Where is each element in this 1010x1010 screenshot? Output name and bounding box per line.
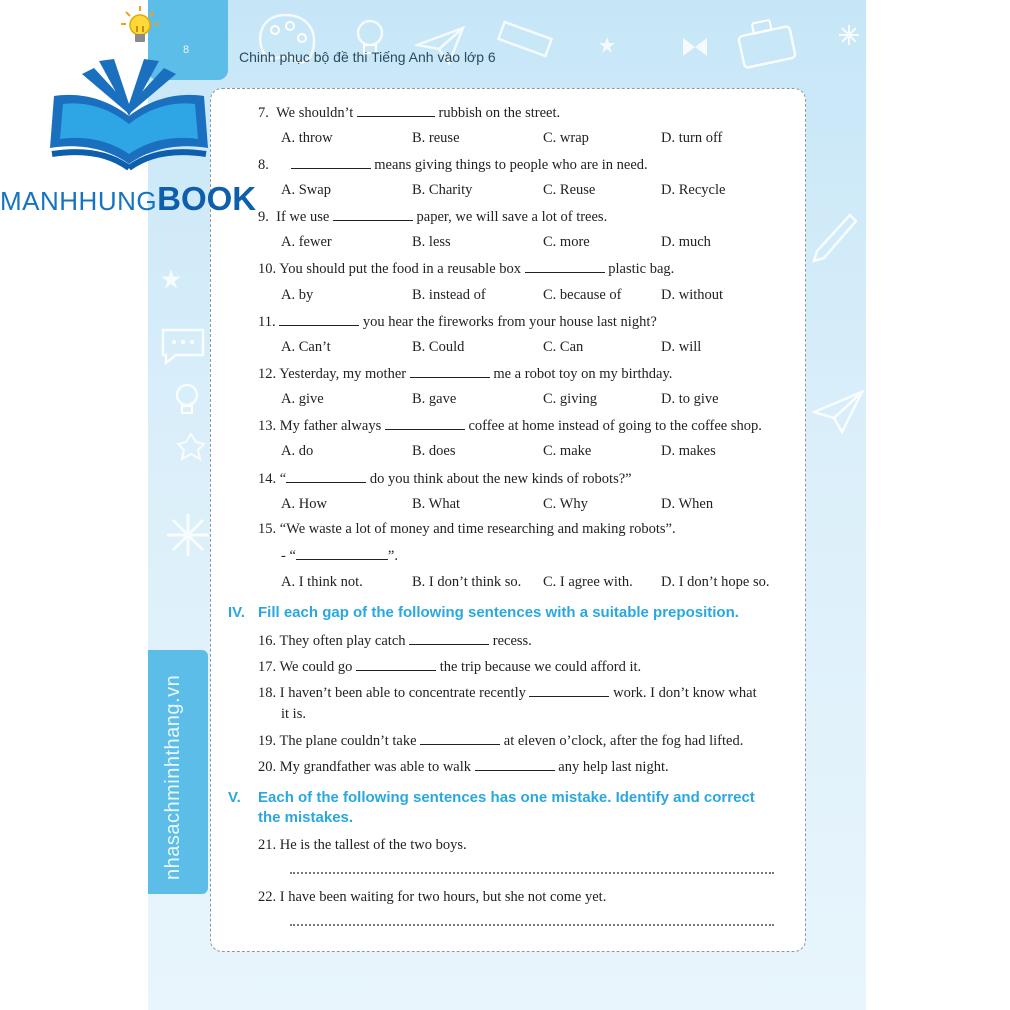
lightbulb-side-icon [170,380,204,422]
question-20: 20. My grandfather was able to walk any help last night. [258,759,669,775]
pencil-icon [810,210,860,265]
question-15-reply: - “ ”. [281,548,398,564]
answer-blank [410,364,490,378]
question-19: 19. The plane couldn’t take at eleven o’clock, after the fog had lifted. [258,733,744,749]
book-header-title: Chinh phục bộ đề thi Tiếng Anh vào lớp 6 [239,49,496,65]
answer-blank [409,631,489,645]
snowflake-side-icon [165,512,211,558]
question-18: 18. I haven’t been able to concentrate recently work. I don’t know what [258,685,757,701]
answer-blank [356,657,436,671]
question-15: 15. “We waste a lot of money and time researching and making robots”. [258,521,676,537]
lightbulb-icon [118,4,162,48]
question-10: 10. You should put the food in a reusable box plastic bag. [258,261,675,277]
question-21: 21. He is the tallest of the two boys. [258,837,467,853]
question-7: 7. We shouldn’t rubbish on the street. [258,105,561,121]
paper-plane-icon-right [812,388,864,434]
ruler-icon [495,20,555,60]
leaf-icon [176,432,206,462]
answer-blank [420,731,500,745]
answer-blank [357,103,435,117]
answer-blank [296,546,388,560]
star-side-icon [160,268,182,290]
answer-blank [279,312,359,326]
brand-logo-text: MANHHUNGBOOK [0,180,257,217]
question-18-continued: it is. [281,706,306,722]
question-13: 13. My father always coffee at home instead of going to the coffee shop. [258,418,762,434]
answer-blank [333,207,413,221]
question-14: 14. “ do you think about the new kinds of robots?” [258,471,632,487]
question-8: 8. means giving things to people who are in need. [258,157,648,173]
answer-blank [529,683,609,697]
question-16: 16. They often play catch recess. [258,633,532,649]
open-book-logo-icon [44,56,214,176]
question-11: 11. you hear the fireworks from your house last night? [258,314,657,330]
answer-blank [475,757,555,771]
question-9: 9. If we use paper, we will save a lot of trees. [258,209,608,225]
answer-line [290,924,774,926]
question-17: 17. We could go the trip because we could afford it. [258,659,642,675]
bow-icon [680,35,710,60]
answer-line [290,872,774,874]
side-watermark-url: nhasachminhthang.vn [162,674,184,880]
snowflake-icon [838,24,860,46]
answer-blank [291,155,371,169]
question-12: 12. Yesterday, my mother me a robot toy on my birthday. [258,366,673,382]
answer-blank [286,469,366,483]
section-5-heading-line2: the mistakes. [258,809,354,826]
answer-blank [385,416,465,430]
chat-bubble-icon [158,325,208,367]
answer-blank [525,259,605,273]
briefcase-icon [735,15,800,70]
star-icon [598,36,616,54]
question-22: 22. I have been waiting for two hours, but she not come yet. [258,889,607,905]
page-number: 8 [183,44,190,56]
